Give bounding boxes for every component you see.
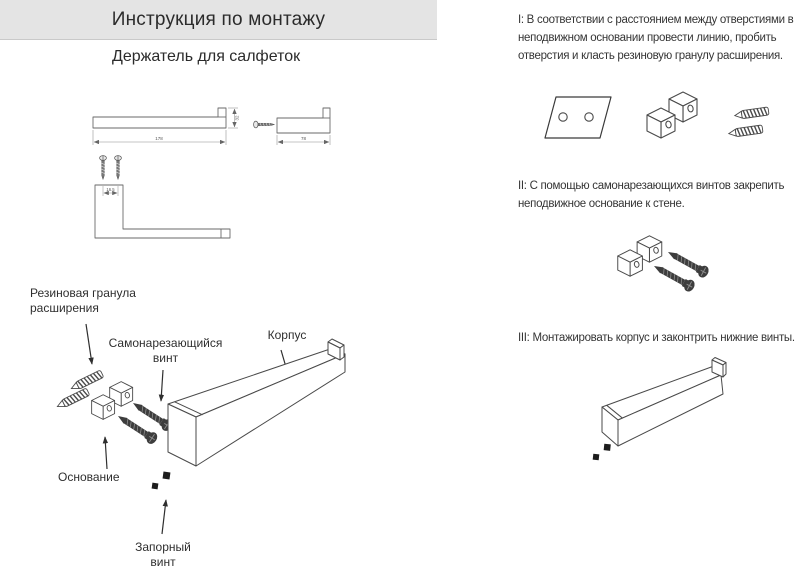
label-rubber-anchor: Резиновая гранула расширения xyxy=(30,286,136,316)
product-subtitle: Держатель для салфеток xyxy=(112,48,301,65)
dim-hole-spacing: 16.5 xyxy=(106,187,115,193)
dim-depth: 78 xyxy=(300,136,307,142)
locking-screw-parts xyxy=(152,472,171,490)
base-part xyxy=(647,92,697,138)
wall-plate xyxy=(545,97,611,138)
label-locking-screw: Запорный винт xyxy=(135,540,191,570)
technical-drawing xyxy=(80,95,350,265)
page-title-band xyxy=(0,0,437,40)
base-part xyxy=(92,382,133,420)
dim-length: 178 xyxy=(155,136,163,142)
dim-height: 32 xyxy=(234,115,240,121)
label-self-tapping-screw: Самонарезающийся винт xyxy=(108,336,223,366)
exploded-diagram xyxy=(20,280,365,572)
base-part xyxy=(618,236,662,276)
assembled-body xyxy=(602,358,726,447)
screw-icon xyxy=(254,121,275,128)
step-1-illustration xyxy=(530,88,780,168)
mounting-screw-icon xyxy=(100,156,107,180)
page-title: Инструкция по монтажу xyxy=(111,8,326,30)
locking-screw-parts xyxy=(593,444,611,461)
step-2-illustration xyxy=(610,228,750,298)
side-view xyxy=(93,108,226,128)
mounting-screw-icon xyxy=(115,156,122,180)
step-3-text: III: Монтажировать корпус и законтрить нижние винты. xyxy=(518,332,795,344)
end-view xyxy=(277,108,330,133)
rubber-anchor-parts xyxy=(728,107,769,138)
label-base: Основание xyxy=(58,470,120,484)
label-body: Корпус xyxy=(267,328,307,342)
step-3-illustration xyxy=(585,350,760,470)
step-2-text: II: С помощью самонарезающихся винтов закрепить неподвижное основание к стене. xyxy=(518,180,785,210)
step-1-text: I: В соответствии с расстоянием между отверстиями в неподвижном основании провести линию, пробить отверстия и класть резиновую гранулу расширения. xyxy=(518,14,794,62)
